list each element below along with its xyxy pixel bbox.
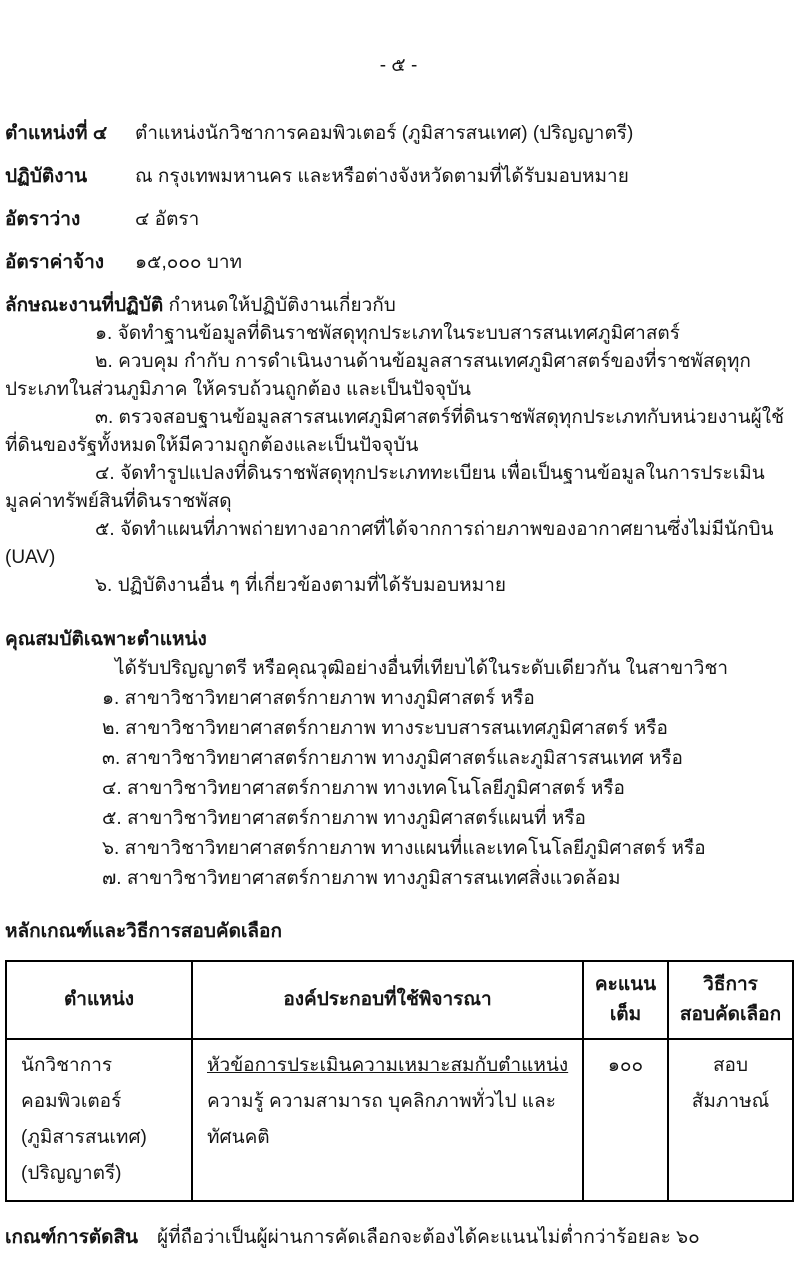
table-row [6,1039,793,1201]
info-row-position [5,120,792,148]
qualification-item: ๑. สาขาวิชาวิทยาศาสตร์กายภาพ ทางภูมิศาสตร์ หรือ [102,688,535,709]
selection-table [5,960,794,1202]
qualification-item: ๗. สาขาวิชาวิทยาศาสตร์กายภาพ ทางภูมิสารสนเทศสิ่งแวดล้อม [102,868,621,889]
table-header-score [583,961,668,1039]
page-number: - ๕ - [379,55,418,76]
info-row-vacancies [5,206,792,234]
duty-item: ๕. จัดทำแผนที่ภาพถ่ายทางอากาศที่ได้จากการถ่ายภาพของอากาศยานซึ่งไม่มีนักบิน (UAV) [5,519,774,568]
position-info-section [5,120,792,277]
table-header-method-line: สอบคัดเลือก [679,1004,782,1025]
duty-item: ๔. จัดทำรูปแปลงที่ดินราชพัสดุทุกประเภททะเบียน เพื่อเป็นฐานข้อมูลในการประเมินมูลค่าทรัพย์สินที่ดินราชพัสดุ [5,463,765,512]
table-cell-position [6,1039,192,1201]
info-label-salary: อัตราค่าจ้าง [5,252,105,273]
info-row-workplace [5,163,792,191]
info-label-position: ตำแหน่งที่ ๔ [5,123,108,144]
duties-heading: ลักษณะงานที่ปฏิบัติ [5,295,164,316]
decision-section [5,1224,792,1252]
criteria-detail: ความรู้ ความสามารถ บุคลิกภาพทั่วไป และทัศนคติ [207,1091,556,1148]
table-header-position: ตำแหน่ง [6,961,192,1039]
info-value-position: ตำแหน่งนักวิชาการคอมพิวเตอร์ (ภูมิสารสนเทศ) (ปริญญาตรี) [135,123,634,144]
table-header-criteria: องค์ประกอบที่ใช้พิจารณา [192,961,583,1039]
selection-table-header-row [6,961,793,1039]
table-header-score-line: คะแนน [594,974,657,995]
position-line: (ปริญญาตรี) [21,1163,122,1184]
table-header-method-line: วิธีการ [703,974,758,995]
duty-item: ๑. จัดทำฐานข้อมูลที่ดินราชพัสดุทุกประเภทในระบบสารสนเทศภูมิศาสตร์ [95,323,680,344]
decision-heading: เกณฑ์การตัดสิน [5,1227,139,1248]
info-value-salary: ๑๕,๐๐๐ บาท [135,252,243,273]
selection-heading: หลักเกณฑ์และวิธีการสอบคัดเลือก [5,921,282,942]
info-value-vacancies: ๔ อัตรา [135,209,200,230]
duties-heading-suffix: กำหนดให้ปฏิบัติงานเกี่ยวกับ [163,295,396,316]
qualification-item: ๒. สาขาวิชาวิทยาศาสตร์กายภาพ ทางระบบสารสนเทศภูมิศาสตร์ หรือ [102,718,668,739]
duties-list [5,320,792,600]
info-value-workplace: ณ กรุงเทพมหานคร และหรือต่างจังหวัดตามที่ได้รับมอบหมาย [135,166,629,187]
qualification-item: ๔. สาขาวิชาวิทยาศาสตร์กายภาพ ทางเทคโนโลยีภูมิศาสตร์ หรือ [102,778,625,799]
table-cell-criteria [192,1039,583,1201]
decision-text: ผู้ที่ถือว่าเป็นผู้ผ่านการคัดเลือกจะต้องได้คะแนนไม่ต่ำกว่าร้อยละ ๖๐ [157,1227,700,1248]
qualifications-heading: คุณสมบัติเฉพาะตำแหน่ง [5,629,207,650]
duty-item: ๖. ปฏิบัติงานอื่น ๆ ที่เกี่ยวข้องตามที่ได้รับมอบหมาย [95,575,506,596]
table-cell-method: สอบสัมภาษณ์ [668,1039,793,1201]
qualifications-list [5,684,792,894]
duty-item: ๓. ตรวจสอบฐานข้อมูลสารสนเทศภูมิศาสตร์ที่ดินราชพัสดุทุกประเภทกับหน่วยงานผู้ใช้ที่ดินของรัฐทั้งหมดให้มีความถูกต้องและเป็นปัจจุบัน [5,407,784,456]
position-line: (ภูมิสารสนเทศ) [21,1127,147,1148]
qualification-item: ๖. สาขาวิชาวิทยาศาสตร์กายภาพ ทางแผนที่และเทคโนโลยีภูมิศาสตร์ หรือ [102,838,706,859]
info-label-workplace: ปฏิบัติงาน [5,166,88,187]
qualifications-intro: ได้รับปริญญาตรี หรือคุณวุฒิอย่างอื่นที่เทียบได้ในระดับเดียวกัน ในสาขาวิชา [115,658,729,679]
info-row-salary [5,249,792,277]
duty-item: ๒. ควบคุม กำกับ การดำเนินงานด้านข้อมูลสารสนเทศภูมิศาสตร์ของที่ราชพัสดุทุกประเภทในส่วนภูมิภาค ให้ครบถ้วนถูกต้อง และเป็นปัจจุบัน [5,351,751,400]
table-cell-score: ๑๐๐ [583,1039,668,1201]
qualification-item: ๕. สาขาวิชาวิทยาศาสตร์กายภาพ ทางภูมิศาสตร์แผนที่ หรือ [102,808,586,829]
criteria-title: หัวข้อการประเมินความเหมาะสมกับตำแหน่ง [207,1055,569,1076]
info-label-vacancies: อัตราว่าง [5,209,81,230]
table-header-method [668,961,793,1039]
duties-heading-line [5,292,792,320]
position-line: นักวิชาการคอมพิวเตอร์ [21,1055,122,1112]
table-header-score-line: เต็ม [609,1004,642,1025]
qualification-item: ๓. สาขาวิชาวิทยาศาสตร์กายภาพ ทางภูมิศาสตร์และภูมิสารสนเทศ หรือ [102,748,683,769]
